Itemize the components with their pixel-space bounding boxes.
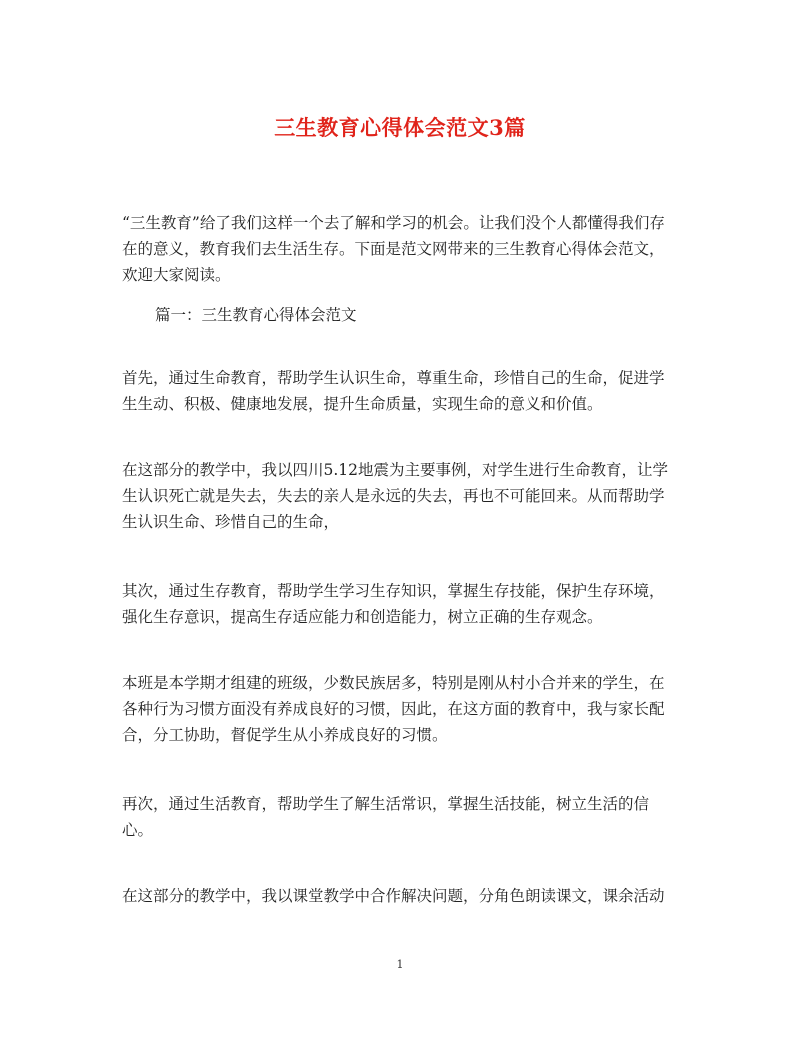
- body-paragraph-2: 在这部分的教学中，我以四川5.12地震为主要事例，对学生进行生命教育，让学生认识死亡就是失去，失去的亲人是永远的失去，再也不可能回来。从而帮助学生认识生命、珍惜自己的生命，: [122, 461, 669, 531]
- section-heading: 篇一：三生教育心得体会范文: [155, 306, 357, 324]
- body-paragraph-6: 在这部分的教学中，我以课堂教学中合作解决问题，分角色朗读课文，课余活动: [122, 887, 665, 905]
- body-paragraph-3: 其次，通过生存教育，帮助学生学习生存知识，掌握生存技能，保护生存环境，强化生存意识，提高生存适应能力和创造能力，树立正确的生存观念。: [122, 582, 665, 626]
- body-paragraph-5: 再次，通过生活教育，帮助学生了解生活常识，掌握生活技能，树立生活的信心。: [122, 795, 650, 839]
- page-number: 1: [396, 958, 404, 971]
- body-paragraph-1: 首先，通过生命教育，帮助学生认识生命，尊重生命，珍惜自己的生命，促进学生生动、积极、健康地发展，提升生命质量，实现生命的意义和价值。: [122, 369, 665, 413]
- document-title: 三生教育心得体会范文3篇: [274, 115, 526, 140]
- intro-paragraph: “三生教育”给了我们这样一个去了解和学习的机会。让我们没个人都懂得我们存在的意义，教育我们去生活生存。下面是范文网带来的三生教育心得体会范文，欢迎大家阅读。: [122, 214, 665, 284]
- body-paragraph-4: 本班是本学期才组建的班级，少数民族居多，特别是刚从村小合并来的学生，在各种行为习惯方面没有养成良好的习惯，因此，在这方面的教育中，我与家长配合，分工协助，督促学生从小养成良好的习惯。: [122, 674, 665, 744]
